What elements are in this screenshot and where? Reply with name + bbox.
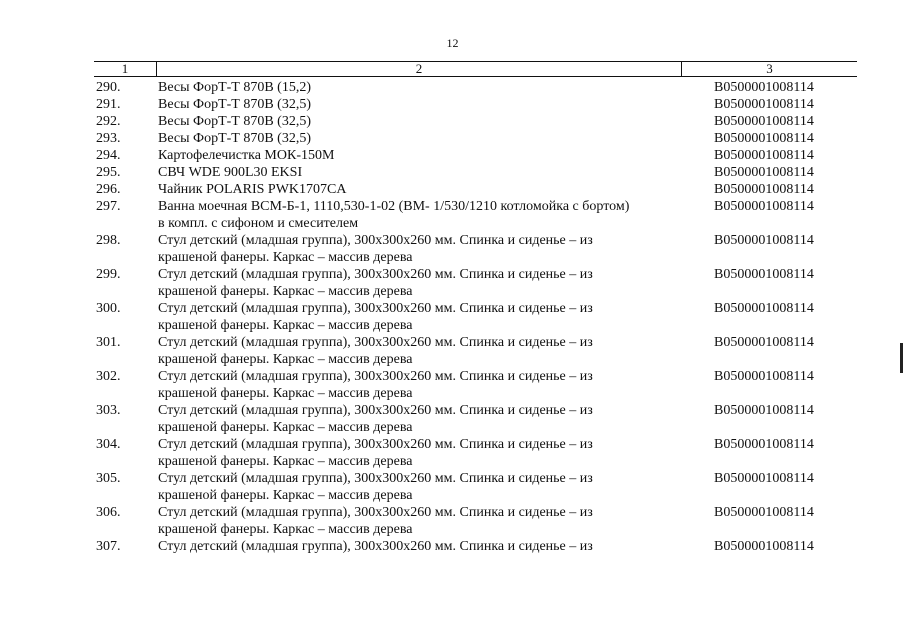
table-header xyxy=(94,61,857,77)
row-number: 293. xyxy=(96,131,121,146)
table-row xyxy=(94,147,857,164)
item-name xyxy=(158,113,679,130)
row-number: 291. xyxy=(96,97,121,112)
item-name xyxy=(158,232,679,266)
table-row xyxy=(94,266,857,300)
item-code: В0500001008114 xyxy=(714,301,814,316)
item-code: В0500001008114 xyxy=(714,539,814,554)
row-number: 306. xyxy=(96,505,121,520)
table-row xyxy=(94,368,857,402)
table-row xyxy=(94,402,857,436)
table-row xyxy=(94,538,857,555)
item-name xyxy=(158,130,679,147)
table-row xyxy=(94,96,857,113)
item-name-continuation: крашеной фанеры. Каркас – массив дерева xyxy=(158,284,413,299)
item-name-line: Стул детский (младшая группа), 300х300х260 мм. Спинка и сиденье – из xyxy=(158,505,593,520)
row-number: 290. xyxy=(96,80,121,95)
item-name-line: Стул детский (младшая группа), 300х300х260 мм. Спинка и сиденье – из xyxy=(158,267,593,282)
item-code: В0500001008114 xyxy=(714,114,814,129)
row-number: 304. xyxy=(96,437,121,452)
item-code: В0500001008114 xyxy=(714,403,814,418)
table-row xyxy=(94,504,857,538)
column-header-3: 3 xyxy=(766,61,773,76)
item-name-line: Стул детский (младшая группа), 300х300х260 мм. Спинка и сиденье – из xyxy=(158,369,593,384)
item-name-continuation: крашеной фанеры. Каркас – массив дерева xyxy=(158,318,413,333)
item-name-line: Весы ФорТ-Т 870В (32,5) xyxy=(158,114,312,129)
item-name xyxy=(158,147,679,164)
table-row xyxy=(94,300,857,334)
table-row xyxy=(94,198,857,232)
row-number: 295. xyxy=(96,165,121,180)
item-name-line: Весы ФорТ-Т 870В (15,2) xyxy=(158,80,312,95)
item-name-line: Стул детский (младшая группа), 300х300х260 мм. Спинка и сиденье – из xyxy=(158,437,593,452)
item-code: В0500001008114 xyxy=(714,148,814,163)
item-code: В0500001008114 xyxy=(714,131,814,146)
item-code: В0500001008114 xyxy=(714,165,814,180)
table-row xyxy=(94,232,857,266)
table-row xyxy=(94,470,857,504)
table-row xyxy=(94,164,857,181)
item-name-continuation: в компл. с сифоном и смесителем xyxy=(158,216,359,231)
column-header-2: 2 xyxy=(157,62,682,76)
item-name xyxy=(158,266,679,300)
item-code: В0500001008114 xyxy=(714,505,814,520)
item-name-continuation: крашеной фанеры. Каркас – массив дерева xyxy=(158,386,413,401)
item-name-continuation: крашеной фанеры. Каркас – массив дерева xyxy=(158,522,413,537)
item-name-line: Стул детский (младшая группа), 300х300х260 мм. Спинка и сиденье – из xyxy=(158,403,593,418)
column-header-1: 1 xyxy=(94,62,157,76)
item-code: В0500001008114 xyxy=(714,369,814,384)
item-name-line: Чайник POLARIS PWK1707CA xyxy=(158,182,347,197)
item-name-line: Стул детский (младшая группа), 300х300х260 мм. Спинка и сиденье – из xyxy=(158,539,593,554)
table-row xyxy=(94,181,857,198)
item-name-line: СВЧ WDE 900L30 EKSI xyxy=(158,165,303,180)
table-row xyxy=(94,130,857,147)
item-code: В0500001008114 xyxy=(714,437,814,452)
item-name-line: Стул детский (младшая группа), 300х300х260 мм. Спинка и сиденье – из xyxy=(158,335,593,350)
item-name xyxy=(158,79,679,96)
item-name xyxy=(158,402,679,436)
item-code: В0500001008114 xyxy=(714,97,814,112)
page-number: 12 xyxy=(446,36,459,50)
row-number: 297. xyxy=(96,199,121,214)
table-body xyxy=(94,79,857,555)
item-code: В0500001008114 xyxy=(714,471,814,486)
table-row xyxy=(94,79,857,96)
item-name xyxy=(158,198,679,232)
row-number: 299. xyxy=(96,267,121,282)
item-name-line: Ванна моечная ВСМ-Б-1, 1110,530-1-02 (ВМ- 1/530/1210 котломойка с бортом) xyxy=(158,199,630,214)
item-name-line: Стул детский (младшая группа), 300х300х260 мм. Спинка и сиденье – из xyxy=(158,301,593,316)
row-number: 292. xyxy=(96,114,121,129)
row-number: 305. xyxy=(96,471,121,486)
item-name-continuation: крашеной фанеры. Каркас – массив дерева xyxy=(158,250,413,265)
item-name xyxy=(158,504,679,538)
item-name-continuation: крашеной фанеры. Каркас – массив дерева xyxy=(158,454,413,469)
item-name-line: Стул детский (младшая группа), 300х300х260 мм. Спинка и сиденье – из xyxy=(158,471,593,486)
item-name-line: Весы ФорТ-Т 870В (32,5) xyxy=(158,97,312,112)
table-row xyxy=(94,436,857,470)
table-row xyxy=(94,334,857,368)
item-name-line: Стул детский (младшая группа), 300х300х260 мм. Спинка и сиденье – из xyxy=(158,233,593,248)
row-number: 300. xyxy=(96,301,121,316)
item-code: В0500001008114 xyxy=(714,335,814,350)
item-name xyxy=(158,436,679,470)
item-name xyxy=(158,300,679,334)
item-name-continuation: крашеной фанеры. Каркас – массив дерева xyxy=(158,352,413,367)
item-name-continuation: крашеной фанеры. Каркас – массив дерева xyxy=(158,420,413,435)
item-name xyxy=(158,96,679,113)
item-name xyxy=(158,368,679,402)
scan-edge-mark xyxy=(900,343,903,373)
item-name-line: Весы ФорТ-Т 870В (32,5) xyxy=(158,131,312,146)
item-code: В0500001008114 xyxy=(714,182,814,197)
row-number: 296. xyxy=(96,182,121,197)
row-number: 298. xyxy=(96,233,121,248)
item-name xyxy=(158,470,679,504)
item-name xyxy=(158,181,679,198)
row-number: 294. xyxy=(96,148,121,163)
item-code: В0500001008114 xyxy=(714,233,814,248)
table-row xyxy=(94,113,857,130)
item-name-continuation: крашеной фанеры. Каркас – массив дерева xyxy=(158,488,413,503)
item-name xyxy=(158,164,679,181)
item-name xyxy=(158,334,679,368)
item-code: В0500001008114 xyxy=(714,199,814,214)
item-name-line: Картофелечистка МОК-150М xyxy=(158,148,335,163)
row-number: 301. xyxy=(96,335,121,350)
item-code: В0500001008114 xyxy=(714,80,814,95)
row-number: 303. xyxy=(96,403,121,418)
item-name xyxy=(158,538,679,555)
row-number: 302. xyxy=(96,369,121,384)
item-code: В0500001008114 xyxy=(714,267,814,282)
row-number: 307. xyxy=(96,539,121,554)
